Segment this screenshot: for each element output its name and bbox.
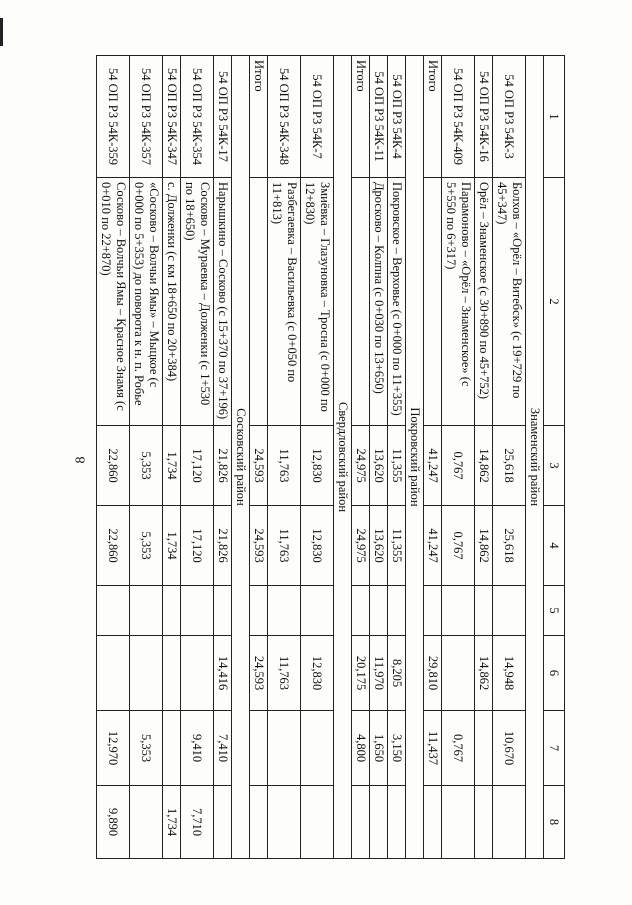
road-id: 54 ОП РЗ 54К-357 <box>130 56 163 178</box>
table-row <box>268 56 301 859</box>
length-col4: 22,860 <box>97 506 130 586</box>
length-col6: 11,970 <box>370 636 388 711</box>
road-name: «Сосково – Волчьи Ямы» – Мыцкое (с 0+000 по 5+353) до поворота к н. п. Робье <box>130 178 163 426</box>
road-id: 54 ОП РЗ 54К-409 <box>442 56 475 178</box>
length-total: 12,830 <box>301 426 334 506</box>
table-body <box>97 56 544 859</box>
district-row <box>526 56 544 859</box>
length-col7: 4,800 <box>352 711 370 786</box>
length-col5 <box>301 586 334 636</box>
length-col5 <box>424 586 442 636</box>
road-id: 54 ОП РЗ 54К-11 <box>370 56 388 178</box>
length-col6: 24,593 <box>250 636 268 711</box>
length-col4: 14,862 <box>475 506 493 586</box>
district-name: Свердловский район <box>334 56 352 859</box>
col-header: 3 <box>544 426 565 506</box>
length-col4: 17,120 <box>181 506 214 586</box>
length-col6: 8,205 <box>388 636 406 711</box>
road-id: 54 ОП РЗ 54К-7 <box>301 56 334 178</box>
road-id: 54 ОП РЗ 54К-4 <box>388 56 406 178</box>
length-col7: 5,353 <box>130 711 163 786</box>
col-header: 6 <box>544 636 565 711</box>
length-col8 <box>250 786 268 859</box>
road-id: 54 ОП РЗ 54К-347 <box>163 56 181 178</box>
district-row <box>334 56 352 859</box>
length-col7: 11,437 <box>424 711 442 786</box>
length-col4: 21,826 <box>214 506 232 586</box>
col-header: 1 <box>544 56 565 178</box>
length-col8 <box>268 786 301 859</box>
road-name: Покровское – Верховье (с 0+000 по 11+355) <box>388 178 406 426</box>
length-col6: 14,416 <box>214 636 232 711</box>
length-col7: 0,767 <box>442 711 475 786</box>
road-id: 54 ОП РЗ 54К-348 <box>268 56 301 178</box>
district-row <box>232 56 250 859</box>
length-col6 <box>163 636 181 711</box>
table-row <box>475 56 493 859</box>
length-col5 <box>214 586 232 636</box>
length-col5 <box>370 586 388 636</box>
length-col6 <box>97 636 130 711</box>
table-row <box>163 56 181 859</box>
length-col4: 24,975 <box>352 506 370 586</box>
length-col5 <box>181 586 214 636</box>
road-name: Парамоново – «Орёл – Знаменское» (с 5+550 по 6+317) <box>442 178 475 426</box>
length-col5 <box>388 586 406 636</box>
length-total: 41,247 <box>424 426 442 506</box>
length-total: 1,734 <box>163 426 181 506</box>
length-col7 <box>301 711 334 786</box>
length-col8: 9,890 <box>97 786 130 859</box>
road-name <box>424 178 442 426</box>
length-col6: 11,763 <box>268 636 301 711</box>
road-name: с. Долженки (с км 18+650 по 20+384) <box>163 178 181 426</box>
length-total: 5,353 <box>130 426 163 506</box>
total-row <box>352 56 370 859</box>
length-total: 24,593 <box>250 426 268 506</box>
length-col8: 7,710 <box>181 786 214 859</box>
length-total: 11,355 <box>388 426 406 506</box>
road-name: Разбегаевка – Васильевка (с 0+050 по 11+813) <box>268 178 301 426</box>
length-col8: 1,734 <box>163 786 181 859</box>
table-row <box>301 56 334 859</box>
length-col8 <box>424 786 442 859</box>
col-header: 8 <box>544 786 565 859</box>
length-col5 <box>268 586 301 636</box>
length-col7 <box>268 711 301 786</box>
length-col4: 11,763 <box>268 506 301 586</box>
length-col6: 14,862 <box>475 636 493 711</box>
length-col6: 12,830 <box>301 636 334 711</box>
road-id: 54 ОП РЗ 54К-359 <box>97 56 130 178</box>
length-col7: 9,410 <box>181 711 214 786</box>
col-header: 4 <box>544 506 565 586</box>
district-row <box>406 56 424 859</box>
length-col7: 7,410 <box>214 711 232 786</box>
length-col5 <box>250 586 268 636</box>
road-name <box>352 178 370 426</box>
table-row <box>97 56 130 859</box>
roads-table <box>96 55 565 859</box>
length-total: 24,975 <box>352 426 370 506</box>
length-total: 25,618 <box>493 426 526 506</box>
district-name: Покровский район <box>406 56 424 859</box>
table-row <box>181 56 214 859</box>
table-row <box>130 56 163 859</box>
district-name: Знаменский район <box>526 56 544 859</box>
road-id: Итого <box>352 56 370 178</box>
length-col5 <box>442 586 475 636</box>
length-col4: 24,593 <box>250 506 268 586</box>
length-total: 0,767 <box>442 426 475 506</box>
road-id: 54 ОП РЗ 54К-3 <box>493 56 526 178</box>
road-id: Итого <box>250 56 268 178</box>
length-col5 <box>493 586 526 636</box>
length-col7 <box>475 711 493 786</box>
length-col8 <box>475 786 493 859</box>
road-name: Болхов – «Орёл – Витебск» (с 19+729 по 45+347) <box>493 178 526 426</box>
col-header: 5 <box>544 586 565 636</box>
total-row <box>424 56 442 859</box>
col-header: 7 <box>544 711 565 786</box>
length-col5 <box>352 586 370 636</box>
length-total: 22,860 <box>97 426 130 506</box>
table-row <box>214 56 232 859</box>
total-row <box>250 56 268 859</box>
length-total: 17,120 <box>181 426 214 506</box>
road-name <box>250 178 268 426</box>
length-col6 <box>442 636 475 711</box>
length-col4: 25,618 <box>493 506 526 586</box>
scan-edge-mark <box>0 18 3 46</box>
length-col5 <box>163 586 181 636</box>
length-col6: 14,948 <box>493 636 526 711</box>
length-total: 13,620 <box>370 426 388 506</box>
length-col8 <box>352 786 370 859</box>
length-col7: 3,150 <box>388 711 406 786</box>
length-col4: 1,734 <box>163 506 181 586</box>
rotated-table-wrapper <box>99 55 565 858</box>
length-col4: 11,355 <box>388 506 406 586</box>
road-name: Орёл – Знаменское (с 30+890 по 45+752) <box>475 178 493 426</box>
length-col7: 10,670 <box>493 711 526 786</box>
table-row <box>442 56 475 859</box>
length-col8 <box>493 786 526 859</box>
page-number: 8 <box>73 456 89 464</box>
length-col8 <box>442 786 475 859</box>
length-col4: 41,247 <box>424 506 442 586</box>
length-col8 <box>130 786 163 859</box>
road-name: Нарышкино – Сосково (с 15+370 по 37+196) <box>214 178 232 426</box>
road-id: 54 ОП РЗ 54К-16 <box>475 56 493 178</box>
length-col7: 1,650 <box>370 711 388 786</box>
length-col6 <box>130 636 163 711</box>
length-col6: 20,175 <box>352 636 370 711</box>
length-col5 <box>97 586 130 636</box>
table-row <box>370 56 388 859</box>
length-col4: 13,620 <box>370 506 388 586</box>
table-row <box>388 56 406 859</box>
road-name: Сосково – Волчьи Ямы – Красное Знамя (с 0+010 по 22+870) <box>97 178 130 426</box>
road-name: Сосково – Мураевка – Долженки (с 1+530 по 18+650) <box>181 178 214 426</box>
road-name: Дросково – Колпна (с 0+030 по 13+650) <box>370 178 388 426</box>
table-row <box>493 56 526 859</box>
road-id: Итого <box>424 56 442 178</box>
length-col5 <box>130 586 163 636</box>
length-col5 <box>475 586 493 636</box>
length-total: 11,763 <box>268 426 301 506</box>
length-col8 <box>388 786 406 859</box>
length-col7: 12,970 <box>97 711 130 786</box>
length-col7 <box>163 711 181 786</box>
length-col8 <box>370 786 388 859</box>
length-col4: 12,830 <box>301 506 334 586</box>
length-col7 <box>250 711 268 786</box>
length-col8 <box>301 786 334 859</box>
length-col8 <box>214 786 232 859</box>
length-col4: 0,767 <box>442 506 475 586</box>
header-row <box>544 56 565 859</box>
district-name: Сосковский район <box>232 56 250 859</box>
length-col4: 5,353 <box>130 506 163 586</box>
length-col6 <box>181 636 214 711</box>
road-id: 54 ОП РЗ 54К-17 <box>214 56 232 178</box>
col-header: 2 <box>544 178 565 426</box>
length-total: 14,862 <box>475 426 493 506</box>
road-name: Змиёвка – Глазуновка – Тросна (с 0+000 по 12+830) <box>301 178 334 426</box>
length-total: 21,826 <box>214 426 232 506</box>
length-col6: 29,810 <box>424 636 442 711</box>
road-id: 54 ОП РЗ 54К-354 <box>181 56 214 178</box>
